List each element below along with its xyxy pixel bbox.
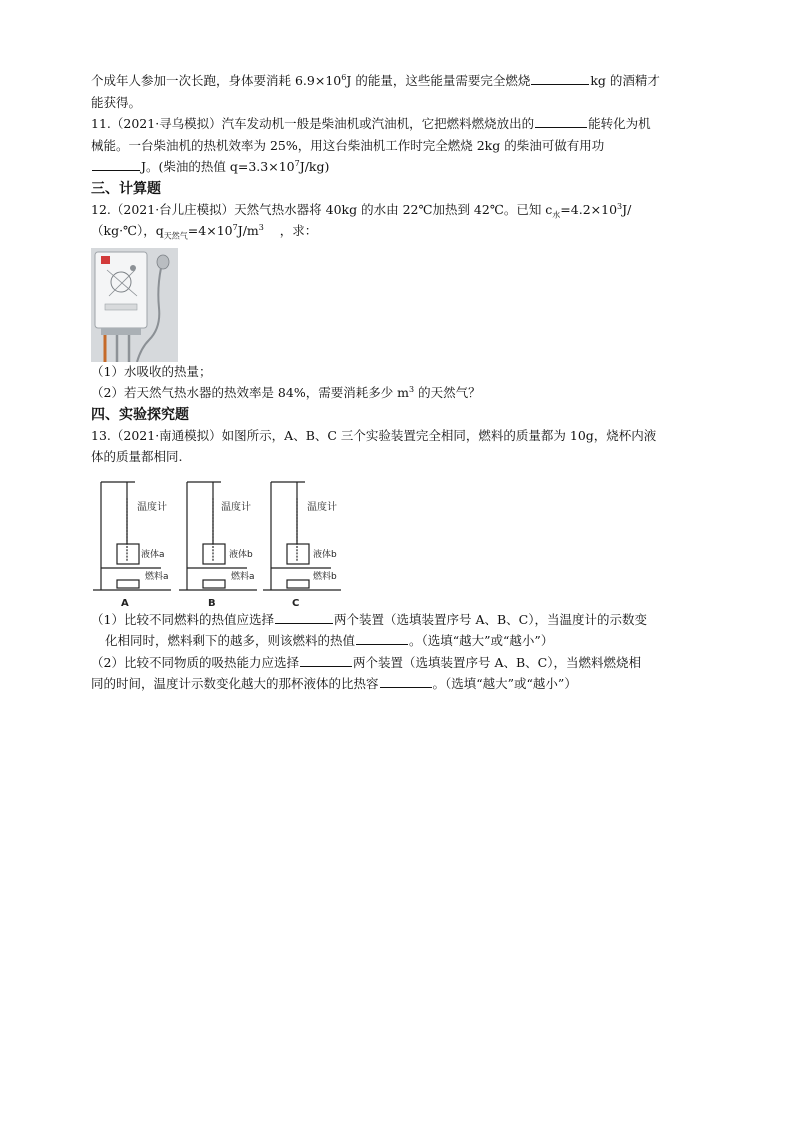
apparatus-a-fuel-label: 燃料a: [145, 572, 169, 582]
answer-blank[interactable]: [356, 631, 408, 645]
q13-line-1: 13.（2021·南通模拟）如图所示，A、B、C 三个实验装置完全相同，燃料的质量都为 10g，烧杯内液: [91, 427, 657, 443]
text: 12.（2021·台儿庄模拟）天然气热水器将 40kg 的水由 22℃加热到 42℃。已知 c: [91, 201, 553, 217]
intro-line-1: [91, 70, 711, 92]
q12-part-2: [91, 382, 711, 404]
answer-blank[interactable]: [275, 610, 333, 624]
text: （kg·℃），q: [91, 223, 164, 238]
apparatus-c-liquid-label: 液体b: [313, 550, 337, 560]
section-heading-3: 三、计算题: [91, 180, 161, 197]
subscript: 水: [552, 210, 561, 219]
apparatus-figure: [91, 478, 363, 610]
answer-blank[interactable]: [535, 114, 587, 128]
superscript: 3: [409, 384, 415, 394]
q13-part-2-cont: [91, 673, 711, 695]
q12-line-2: [91, 220, 711, 242]
text: 。（选填“越大”或“越小”）: [432, 676, 577, 691]
image-spacer: [91, 242, 711, 361]
answer-blank[interactable]: [92, 157, 140, 171]
text: （2）比较不同物质的吸热能力应选择: [91, 654, 299, 670]
q13-part-2: [91, 652, 711, 674]
q13-line-2: 体的质量都相同.: [91, 449, 183, 464]
apparatus-b-label: B: [208, 598, 216, 609]
text: 。（选填“越大”或“越小”）: [409, 633, 554, 648]
answer-blank[interactable]: [300, 653, 352, 667]
text: J/m: [237, 223, 259, 238]
apparatus-b-liquid-label: 液体b: [229, 550, 253, 560]
q11-line-2: 械能。一台柴油机的热机效率为 25%，用这台柴油机工作时完全燃烧 2kg 的柴油可做有用功: [91, 137, 605, 153]
q13-part-1: [91, 609, 711, 631]
q13-part-1-cont: [91, 630, 711, 652]
text: 同的时间，温度计示数变化越大的那杯液体的比热容: [91, 676, 379, 691]
text: =4.2×10: [560, 201, 618, 217]
answer-blank[interactable]: [531, 71, 589, 85]
text: =4×10: [187, 223, 233, 238]
superscript: 3: [258, 222, 264, 232]
superscript: 7: [294, 158, 300, 168]
superscript: 3: [617, 201, 623, 211]
apparatus-c-fuel-label: 燃料b: [313, 572, 337, 582]
text: 个成年人参加一次长跑，身体要消耗 6.9×10: [91, 73, 342, 88]
text: 两个装置（选填装置序号 A、B、C），当温度计的示数变: [333, 611, 647, 627]
q12-line-1: [91, 199, 711, 221]
apparatus-b-fuel-label: 燃料a: [231, 572, 255, 582]
intro-line-2: 能获得。: [91, 94, 142, 110]
text: J 的能量，这些能量需要完全燃烧: [346, 73, 531, 88]
q11-line-3: [91, 156, 711, 178]
subscript: 天然气: [163, 231, 188, 241]
text: （1）比较不同燃料的热值应选择: [91, 611, 274, 627]
text: 两个装置（选填装置序号 A、B、C），当燃料燃烧相: [352, 654, 641, 670]
apparatus-b-thermometer-label: 温度计: [221, 502, 251, 513]
text: 能转化为机: [588, 116, 651, 131]
superscript: 7: [232, 222, 238, 232]
text: 的天然气？: [414, 385, 481, 400]
text: 11.（2021·寻乌模拟）汽车发动机一般是柴油机或汽油机，它把燃料燃烧放出的: [91, 116, 535, 131]
text: kg 的酒精才: [590, 73, 660, 88]
text: J/: [622, 201, 632, 217]
apparatus-a-label: A: [121, 598, 129, 609]
superscript: 6: [341, 72, 347, 82]
section-heading-4: 四、实验探究题: [91, 406, 189, 423]
text: 化相同时，燃料剩下的越多，则该燃料的热值: [105, 633, 356, 648]
apparatus-c-label: C: [292, 598, 300, 609]
apparatus-a-thermometer-label: 温度计: [137, 502, 167, 513]
apparatus-c-thermometer-label: 温度计: [307, 502, 337, 513]
text: ，求：: [279, 223, 318, 238]
text: J。(柴油的热值 q=3.3×10: [141, 159, 295, 174]
answer-blank[interactable]: [380, 674, 432, 688]
text: J/kg): [299, 159, 330, 174]
q11-line-1: [91, 113, 711, 135]
q12-part-1: （1）水吸收的热量；: [91, 363, 212, 379]
water-heater-photo: [91, 248, 178, 362]
apparatus-a-liquid-label: 液体a: [141, 550, 165, 560]
text: （2）若天然气热水器的热效率是 84%，需要消耗多少 m: [91, 385, 410, 400]
